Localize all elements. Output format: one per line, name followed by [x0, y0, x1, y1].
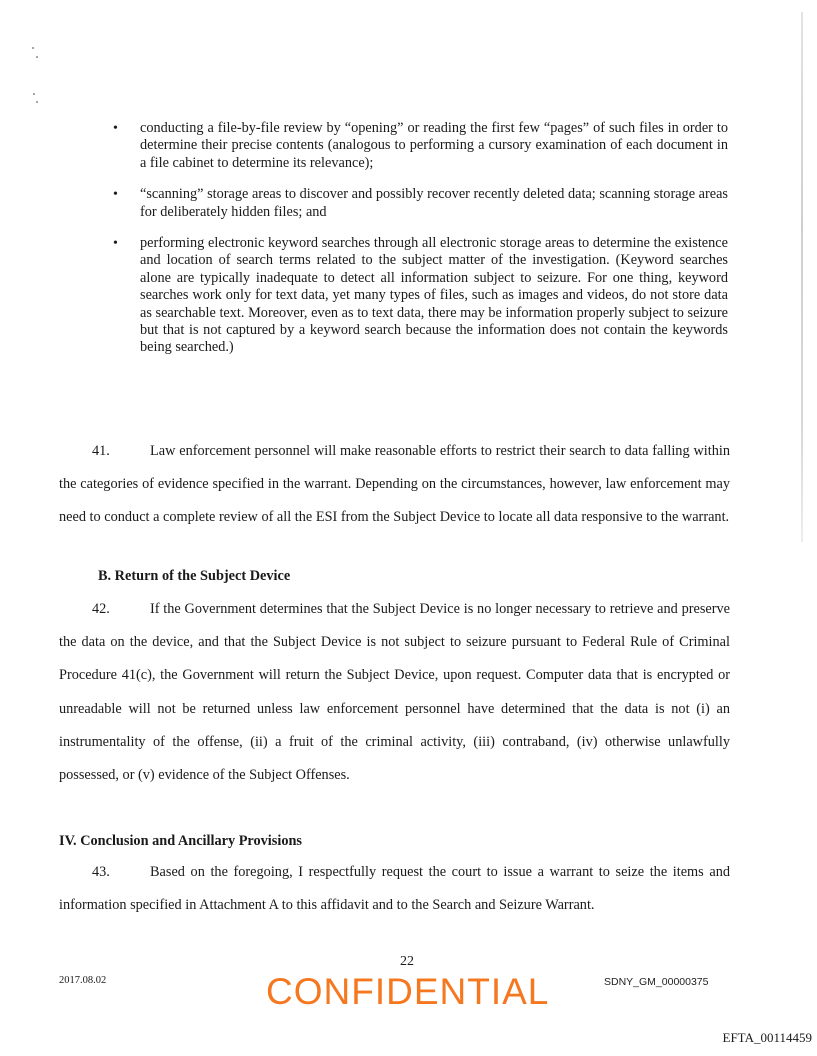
bullet-item [113, 235, 728, 357]
efta-number: EFTA_00114459 [722, 1030, 812, 1045]
paragraph-number: 41. [92, 443, 110, 459]
scan-edge-mark [801, 12, 803, 542]
bullet-text: performing electronic keyword searches through all electronic storage areas to determine the existence and location of search terms related to the subject matter of the investigation. (Keyword searches alone are typically inadequate to detect all information subject to seizure. For one thing, keyword searches work only for text data, yet many types of files, such as images and videos, do not store data as searchable text. Moreover, even as to text data, there may be information properly subject to seizure but that is not captured by a keyword search because the information does not contain the keywords being searched.) [140, 235, 728, 356]
bullet-dot: • [113, 121, 118, 136]
bullet-list [113, 120, 728, 371]
bullet-dot: • [113, 236, 118, 252]
section-heading-return: B. Return of the Subject Device [98, 568, 291, 584]
paragraph-43 [59, 856, 730, 922]
scan-speck [32, 47, 34, 49]
bullet-item [113, 120, 728, 172]
document-date: 2017.08.02 [59, 975, 107, 986]
scan-speck [36, 56, 38, 58]
page-number: 22 [400, 954, 414, 969]
bullet-dot: • [113, 187, 118, 203]
bates-number: SDNY_GM_00000375 [604, 976, 709, 988]
paragraph-text: Law enforcement personnel will make reasonable efforts to restrict their search to data falling within the categories of evidence specified in the warrant. Depending on the circumstances, however, law enforcement may need to conduct a complete review of all the ESI from the Subject Device to locate all data responsive to the warrant. [59, 443, 730, 526]
scan-speck [36, 101, 38, 103]
confidential-stamp: CONFIDENTIAL [266, 971, 550, 1012]
paragraph-42 [59, 593, 730, 792]
paragraph-41 [59, 435, 730, 535]
bullet-text: “scanning” storage areas to discover and possibly recover recently deleted data; scanning storage areas for deliberately hidden files; and [140, 186, 728, 220]
bullet-item [113, 186, 728, 221]
paragraph-text: Based on the foregoing, I respectfully request the court to issue a warrant to seize the items and information specified in Attachment A to this affidavit and to the Search and Seizure Warrant. [59, 864, 730, 914]
bullet-text: conducting a file-by-file review by “opening” or reading the first few “pages” of such files in order to determine their precise contents (analogous to performing a cursory examination of each document in a file cabinet to determine its relevance); [140, 120, 728, 171]
scan-speck [33, 93, 35, 95]
paragraph-number: 42. [92, 601, 110, 617]
paragraph-text: If the Government determines that the Subject Device is no longer necessary to retrieve and preserve the data on the device, and that the Subject Device is not subject to seizure pursuant to Federal Rule of Criminal Procedure 41(c), the Government will return the Subject Device, upon request. Computer data that is encrypted or unreadable will not be returned unless law enforcement personnel have determined that the data is not (i) an instrumentality of the offense, (ii) a fruit of the criminal activity, (iii) contraband, (iv) otherwise unlawfully possessed, or (v) evidence of the Subject Offenses. [59, 601, 730, 784]
paragraph-number: 43. [92, 864, 110, 880]
section-heading-conclusion: IV. Conclusion and Ancillary Provisions [59, 833, 302, 849]
